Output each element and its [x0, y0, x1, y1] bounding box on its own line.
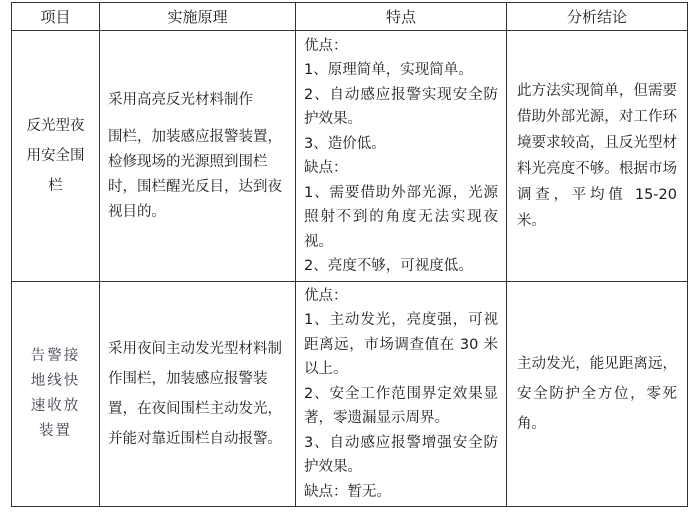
row1-features — [296, 31, 507, 282]
row2-feature: 优点： — [304, 287, 348, 304]
row2-principle: 采用夜间主动发光型材料制作围栏，加装感应报警装置，在夜间围栏主动发光，并能对靠近围栏自动报警。 — [100, 282, 296, 507]
row1-feature: 1、需要借助外部光源，光源照射不到的角度无法实现夜视。 — [304, 184, 498, 250]
row2-conclusion: 主动发光，能见距离远，安全防护全方位，零死角。 — [507, 282, 688, 507]
comparison-table-frame — [11, 2, 687, 505]
row1-feature: 2、亮度不够，可视度低。 — [304, 258, 473, 274]
row1-feature: 优点： — [304, 37, 348, 54]
row1-principle-line2: 围栏，加装感应报警装置，检修现场的光源照到围栏时，围栏醒光反目，达到夜视目的。 — [108, 128, 282, 220]
row2-features — [296, 282, 507, 507]
row1-feature: 2、自动感应报警实现安全防护效果。 — [304, 86, 498, 127]
row1-feature: 缺点： — [304, 160, 348, 176]
row2-item: 告警接地线快速收放装置 — [12, 282, 100, 507]
header-item: 项目 — [12, 3, 100, 31]
row2-feature: 缺点：暂无。 — [304, 483, 391, 500]
row1-principle-line1: 采用高亮反光材料制作 — [108, 91, 253, 108]
row1-conclusion: 此方法实现简单，但需要借助外部光源，对工作环境要求较高，且反光型材料光亮度不够。根据市场调查，平均值 15-20米。 — [507, 31, 688, 282]
header-features: 特点 — [296, 3, 507, 31]
header-principle: 实施原理 — [100, 3, 296, 31]
table-row — [12, 31, 688, 282]
header-conclusion: 分析结论 — [507, 3, 688, 31]
row1-feature: 3、造价低。 — [304, 135, 386, 152]
table-row — [12, 282, 688, 507]
row1-principle — [100, 31, 296, 282]
row2-feature: 3、自动感应报警增强安全防护效果。 — [304, 434, 498, 476]
row2-feature: 2、安全工作范围界定效果显著，零遗漏显示周界。 — [304, 385, 498, 427]
row1-feature: 1、原理简单，实现简单。 — [304, 62, 473, 78]
comparison-table — [11, 2, 688, 507]
table-header-row — [12, 3, 688, 31]
row2-feature: 1、主动发光，亮度强，可视距离远，市场调查值在 30 米以上。 — [304, 312, 498, 378]
row1-item: 反光型夜用安全围栏 — [12, 31, 100, 282]
